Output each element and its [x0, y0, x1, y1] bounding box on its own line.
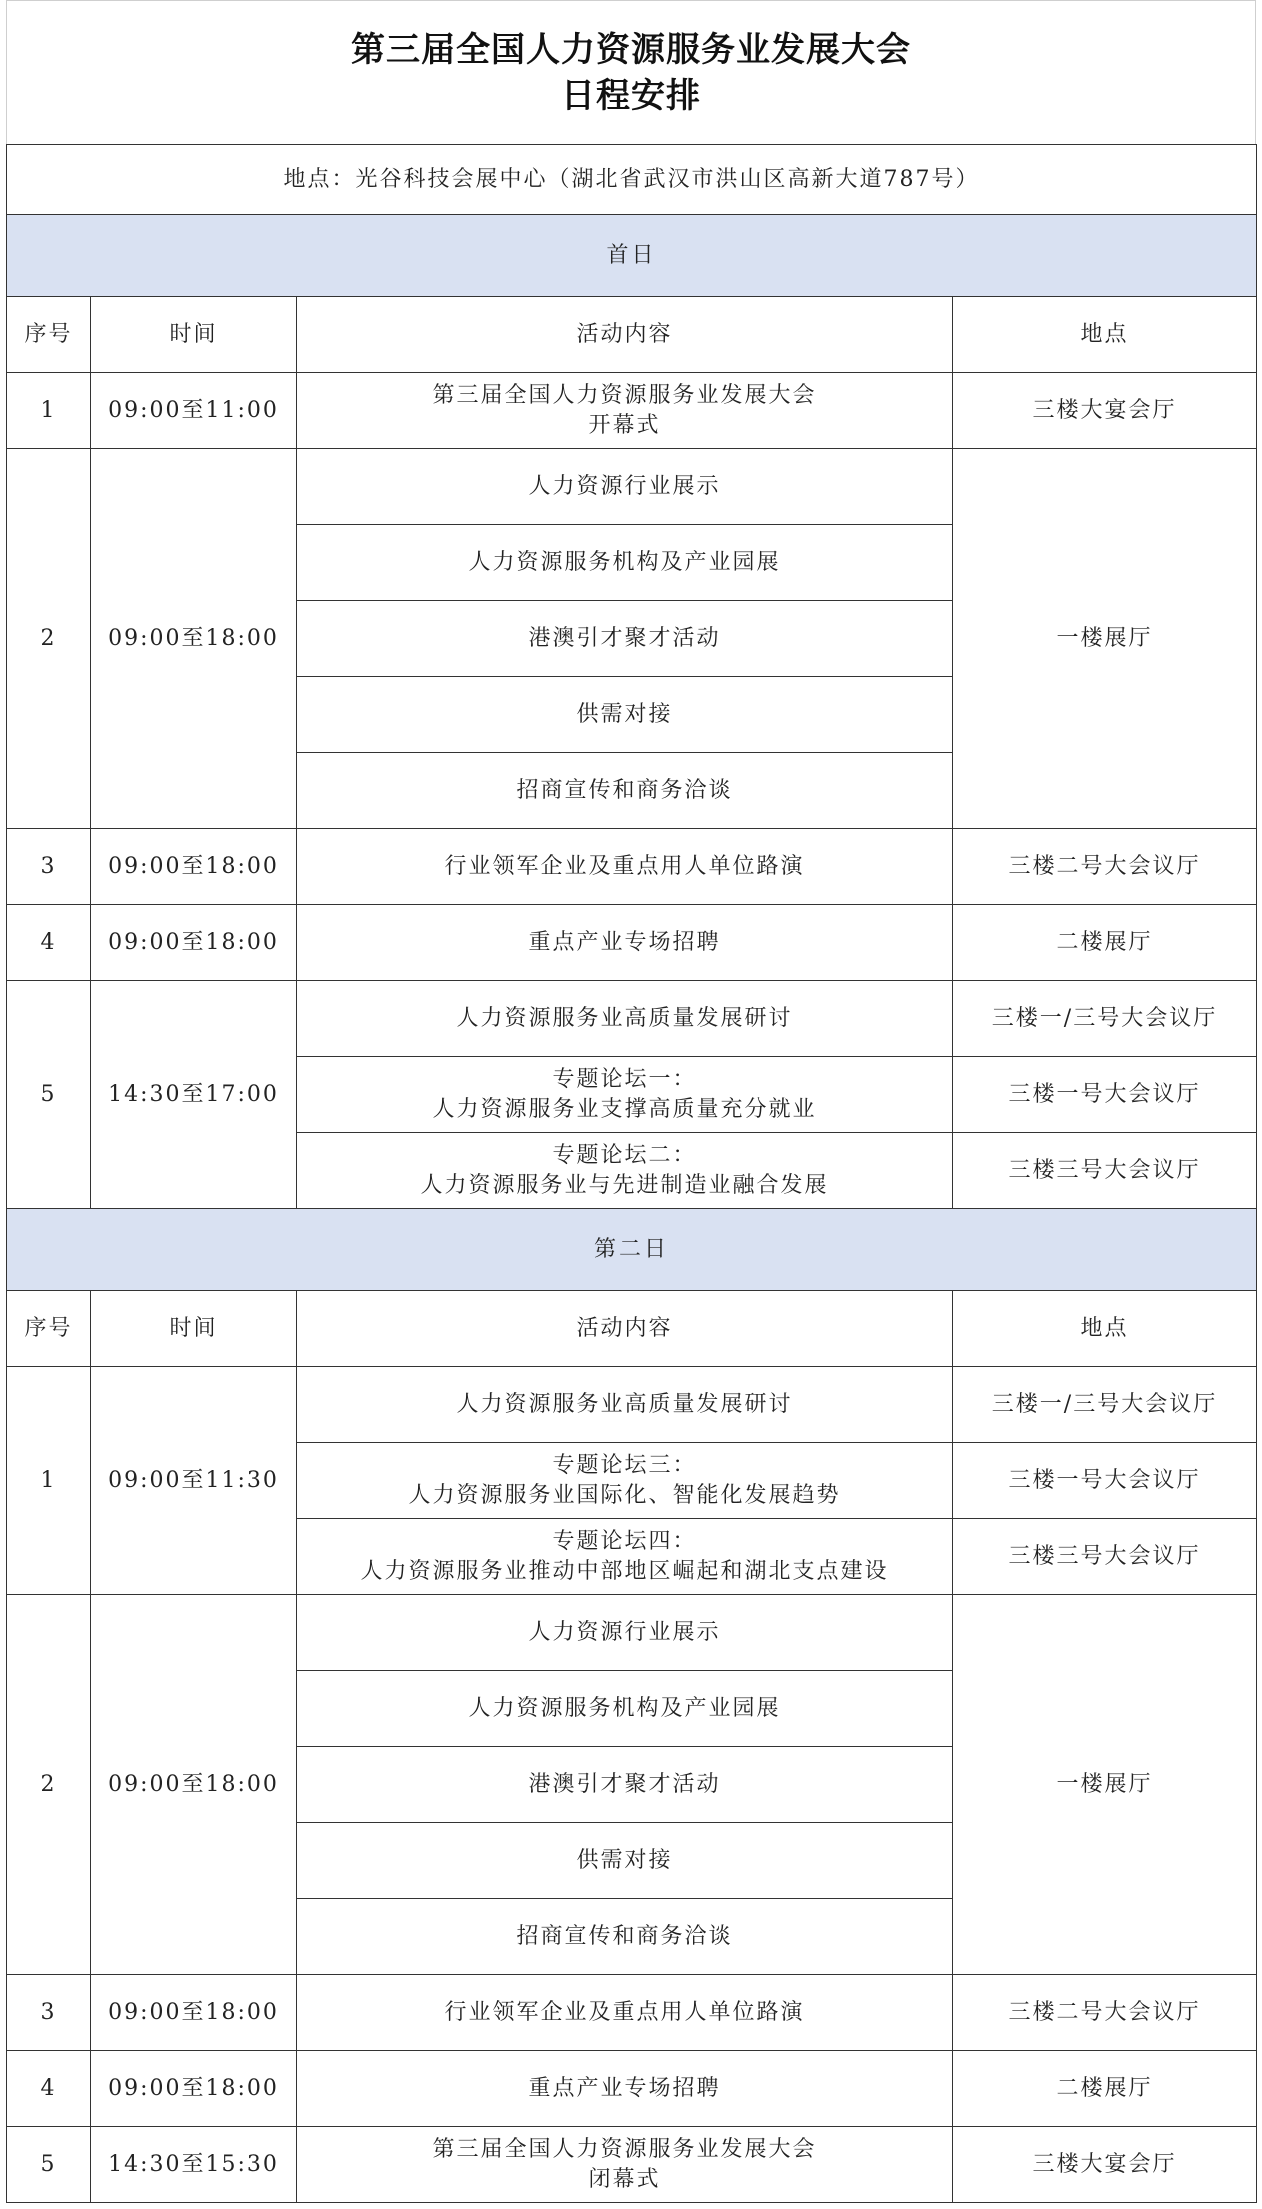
time-cell: 09:00至18:00 — [91, 449, 297, 829]
venue-address: 地点：光谷科技会展中心（湖北省武汉市洪山区高新大道787号） — [7, 145, 1257, 215]
time-cell: 14:30至17:00 — [91, 981, 297, 1209]
header-place: 地点 — [953, 1291, 1257, 1367]
content-cell: 人力资源服务业高质量发展研讨 — [297, 1367, 953, 1443]
content-line: 专题论坛一： — [552, 1066, 697, 1092]
place-cell: 一楼展厅 — [953, 449, 1257, 829]
content-line: 人力资源服务业国际化、智能化发展趋势 — [408, 1482, 841, 1508]
content-cell — [297, 373, 953, 449]
header-content: 活动内容 — [297, 1291, 953, 1367]
place-cell: 三楼一/三号大会议厅 — [953, 1367, 1257, 1443]
time-cell: 09:00至18:00 — [91, 829, 297, 905]
document-subtitle: 日程安排 — [561, 75, 701, 116]
place-cell: 三楼大宴会厅 — [953, 2127, 1257, 2203]
title-block — [6, 0, 1256, 144]
content-line: 第三届全国人力资源服务业发展大会 — [432, 2136, 817, 2162]
time-cell: 09:00至11:00 — [91, 373, 297, 449]
column-header-row — [7, 1291, 1257, 1367]
column-header-row — [7, 297, 1257, 373]
time-cell: 09:00至18:00 — [91, 1595, 297, 1975]
content-line: 人力资源服务业与先进制造业融合发展 — [420, 1172, 829, 1198]
table-row — [7, 981, 1257, 1057]
seq-cell: 1 — [7, 373, 91, 449]
content-cell: 人力资源行业展示 — [297, 449, 953, 525]
time-cell: 14:30至15:30 — [91, 2127, 297, 2203]
place-cell: 三楼三号大会议厅 — [953, 1133, 1257, 1209]
content-cell: 人力资源行业展示 — [297, 1595, 953, 1671]
content-line: 开幕式 — [588, 412, 661, 438]
content-cell: 重点产业专场招聘 — [297, 905, 953, 981]
time-cell: 09:00至18:00 — [91, 905, 297, 981]
place-cell: 三楼大宴会厅 — [953, 373, 1257, 449]
content-line: 闭幕式 — [588, 2166, 661, 2192]
time-cell: 09:00至11:30 — [91, 1367, 297, 1595]
place-cell: 三楼二号大会议厅 — [953, 829, 1257, 905]
content-cell: 供需对接 — [297, 1823, 953, 1899]
table-row — [7, 2127, 1257, 2203]
time-cell: 09:00至18:00 — [91, 1975, 297, 2051]
seq-cell: 4 — [7, 2051, 91, 2127]
header-seq: 序号 — [7, 297, 91, 373]
content-cell: 招商宣传和商务洽谈 — [297, 753, 953, 829]
seq-cell: 5 — [7, 981, 91, 1209]
header-seq: 序号 — [7, 1291, 91, 1367]
seq-cell: 4 — [7, 905, 91, 981]
day-label: 第二日 — [7, 1209, 1257, 1291]
content-line: 专题论坛四： — [552, 1528, 697, 1554]
place-cell: 二楼展厅 — [953, 2051, 1257, 2127]
table-row — [7, 1595, 1257, 1671]
schedule-table — [6, 144, 1257, 2203]
day-header-row — [7, 1209, 1257, 1291]
table-row — [7, 449, 1257, 525]
place-cell: 三楼一/三号大会议厅 — [953, 981, 1257, 1057]
seq-cell: 1 — [7, 1367, 91, 1595]
content-cell: 行业领军企业及重点用人单位路演 — [297, 1975, 953, 2051]
seq-cell: 2 — [7, 1595, 91, 1975]
content-cell: 港澳引才聚才活动 — [297, 601, 953, 677]
time-cell: 09:00至18:00 — [91, 2051, 297, 2127]
place-cell: 三楼二号大会议厅 — [953, 1975, 1257, 2051]
place-cell: 三楼一号大会议厅 — [953, 1057, 1257, 1133]
table-row — [7, 373, 1257, 449]
place-cell: 三楼一号大会议厅 — [953, 1443, 1257, 1519]
document-title: 第三届全国人力资源服务业发展大会 — [351, 29, 911, 70]
header-time: 时间 — [91, 297, 297, 373]
content-line: 专题论坛二： — [552, 1142, 697, 1168]
place-cell: 二楼展厅 — [953, 905, 1257, 981]
seq-cell: 3 — [7, 829, 91, 905]
content-cell: 人力资源服务机构及产业园展 — [297, 1671, 953, 1747]
location-row — [7, 145, 1257, 215]
header-content: 活动内容 — [297, 297, 953, 373]
content-cell — [297, 1443, 953, 1519]
content-cell: 重点产业专场招聘 — [297, 2051, 953, 2127]
content-line: 专题论坛三： — [552, 1452, 697, 1478]
seq-cell: 2 — [7, 449, 91, 829]
table-row — [7, 1367, 1257, 1443]
content-cell: 招商宣传和商务洽谈 — [297, 1899, 953, 1975]
content-line: 第三届全国人力资源服务业发展大会 — [432, 382, 817, 408]
header-place: 地点 — [953, 297, 1257, 373]
table-row — [7, 2051, 1257, 2127]
day-header-row — [7, 215, 1257, 297]
day-label: 首日 — [7, 215, 1257, 297]
content-line: 人力资源服务业推动中部地区崛起和湖北支点建设 — [360, 1558, 889, 1584]
content-line: 人力资源服务业支撑高质量充分就业 — [432, 1096, 817, 1122]
header-time: 时间 — [91, 1291, 297, 1367]
seq-cell: 5 — [7, 2127, 91, 2203]
content-cell — [297, 1133, 953, 1209]
seq-cell: 3 — [7, 1975, 91, 2051]
table-row — [7, 829, 1257, 905]
place-cell: 一楼展厅 — [953, 1595, 1257, 1975]
table-row — [7, 905, 1257, 981]
place-cell: 三楼三号大会议厅 — [953, 1519, 1257, 1595]
content-cell — [297, 2127, 953, 2203]
content-cell: 供需对接 — [297, 677, 953, 753]
content-cell: 人力资源服务业高质量发展研讨 — [297, 981, 953, 1057]
content-cell — [297, 1057, 953, 1133]
content-cell — [297, 1519, 953, 1595]
content-cell: 港澳引才聚才活动 — [297, 1747, 953, 1823]
table-row — [7, 1975, 1257, 2051]
content-cell: 行业领军企业及重点用人单位路演 — [297, 829, 953, 905]
content-cell: 人力资源服务机构及产业园展 — [297, 525, 953, 601]
